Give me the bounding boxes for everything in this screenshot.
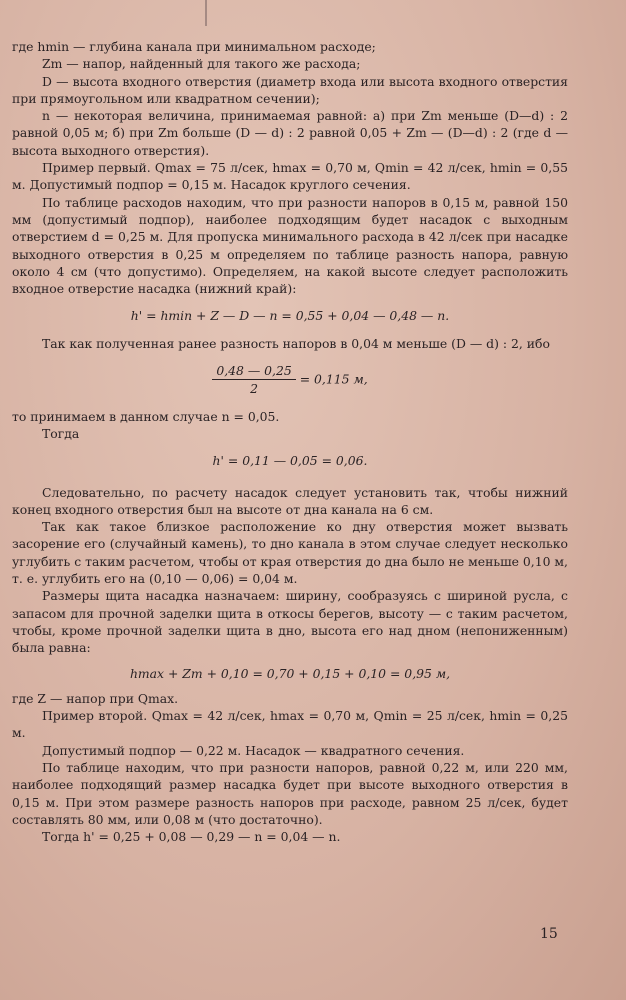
since-text: Так как полученная ранее разность напоров в 0,04 м меньше (D — d) : 2, ибо (42, 335, 550, 351)
shield-dimensions-text: Размеры щита насадка назначаем: ширину, сообразуясь с шириной русла, с запасом для прочной заделки щита в откосы берегов, высоту — с таким расчетом, чтобы, кроме прочной заделки щита в дно, высота его над дном (непониженным) была равна: (12, 588, 568, 656)
accept-n-text: то принимаем в данном случае n = 0,05. (12, 408, 280, 424)
deepening-text: Так как такое близкое расположение ко дну отверстия может вызвать засорение его (случайный камень), то дно канала в этом случае следует несколько углубить с таким расчетом, чтобы от края отверстия до дна было не меньше 0,10 м, т. е. углубить его на (0,10 — 0,06) = 0,04 м. (12, 519, 568, 587)
example-two-backwater: Допустимый подпор — 0,22 м. Насадок — квадратного сечения. (42, 742, 465, 758)
formula-h-prime-result: h' = 0,11 — 0,05 = 0,06. (212, 453, 368, 469)
then-word: Тогда (42, 425, 80, 441)
fraction-formula (12, 362, 568, 398)
fold-mark (205, 0, 207, 26)
example-two-formula: Тогда h' = 0,25 + 0,08 — 0,29 — n = 0,04 — n. (42, 829, 341, 845)
formula-h-prime: h' = hmin + Z — D — n = 0,55 + 0,04 — 0,48 — n. (130, 308, 450, 324)
fraction (212, 362, 295, 398)
page-number: 15 (540, 926, 558, 942)
definition-hmin: где hmin — глубина канала при минимальном расходе; (12, 39, 376, 54)
page-text (12, 38, 568, 845)
z-definition: где Z — напор при Qmax. (12, 690, 179, 706)
conclusion-text: Следовательно, по расчету насадок следует установить так, чтобы нижний конец входного отверстия был на высоте от дна канала на 6 см. (12, 484, 568, 517)
example-two-text: По таблице находим, что при разности напоров, равной 0,22 м, или 220 мм, наиболее подходящий размер насадка будет при высоте выходного отверстия в 0,15 м. При этом размере разность напоров при расходе, равном 25 л/сек, будет составлять 80 мм, или 0,08 м (что достаточно). (12, 759, 568, 827)
definition-d: D — высота входного отверстия (диаметр входа или высота входного отверстия при прямоугольном или квадратном сечении); (12, 73, 568, 106)
example-one-text: По таблице расходов находим, что при разности напоров в 0,15 м, равной 150 мм (допустимый подпор), наиболее подходящим будет насадок с выходным отверстием d = 0,25 м. Для пропуска минимального расхода в 42 л/сек при насадке выходного отверстия в 0,25 м определяем по таблице разность напора, равную около 4 см (что допустимо). Определяем, на какой высоте следует расположить входное отверстие насадка (нижний край): (12, 194, 568, 297)
example-one-heading: Пример первый. Qmax = 75 л/сек, hmax = 0,70 м, Qmin = 42 л/сек, hmin = 0,55 м. Допустимый подпор = 0,15 м. Насадок круглого сечения. (12, 160, 568, 193)
definition-n: n — некоторая величина, принимаемая равной: а) при Zm меньше (D—d) : 2 равной 0,05 м; б) при Zm больше (D — d) : 2 равной 0,05 + Zm — (D—d) : 2 (где d — высота выходного отверстия). (12, 108, 568, 158)
example-two-heading: Пример второй. Qmax = 42 л/сек, hmax = 0,70 м, Qmin = 25 л/сек, hmin = 0,25 м. (12, 708, 568, 741)
definition-zm: Zm — напор, найденный для такого же расхода; (42, 56, 361, 72)
fraction-denominator: 2 (250, 381, 258, 397)
formula-shield-height: hmax + Zm + 0,10 = 0,70 + 0,15 + 0,10 = 0,95 м, (129, 665, 451, 681)
fraction-result: = 0,115 м, (299, 371, 368, 387)
fraction-numerator: 0,48 — 0,25 (212, 362, 295, 380)
